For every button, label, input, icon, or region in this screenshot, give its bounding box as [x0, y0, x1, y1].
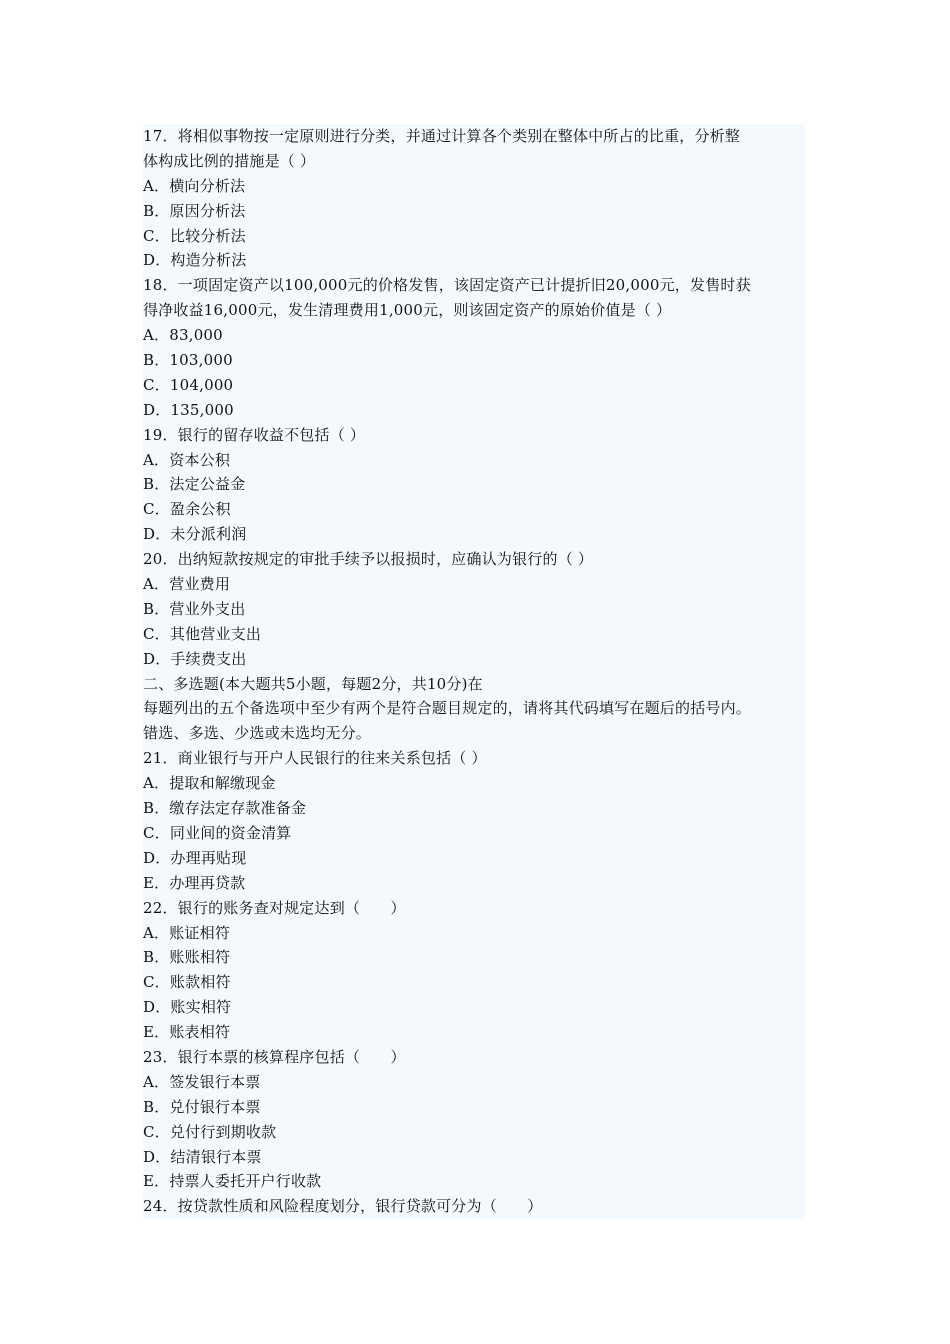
- question-21-option-e: E．办理再贷款: [143, 873, 246, 892]
- question-17-option-a: A．横向分析法: [143, 176, 246, 195]
- question-19-option-c: C．盈余公积: [143, 500, 231, 519]
- question-17-line-2: 体构成比例的措施是（ ）: [143, 151, 316, 170]
- question-23-option-b: B．兑付银行本票: [143, 1097, 261, 1116]
- question-23-stem: 23．银行本票的核算程序包括（ ）: [143, 1047, 406, 1066]
- question-18-line-2: 得净收益16,000元，发生清理费用1,000元，则该固定资产的原始价值是（ ）: [143, 301, 672, 320]
- question-19-option-b: B．法定公益金: [143, 475, 246, 494]
- question-22-option-c: C．账款相符: [143, 973, 231, 992]
- question-18-option-b: B．103,000: [143, 351, 233, 370]
- question-21-option-b: B．缴存法定存款准备金: [143, 799, 307, 818]
- question-17-line-1: 17．将相似事物按一定原则进行分类，并通过计算各个类别在整体中所占的比重，分析整: [143, 127, 741, 145]
- question-21-option-d: D．办理再贴现: [143, 848, 247, 867]
- section-instructions-line-1: 每题列出的五个备选项中至少有两个是符合题目规定的，请将其代码填写在题后的括号内。: [143, 699, 752, 718]
- question-23-option-a: A．签发银行本票: [143, 1072, 261, 1091]
- question-20-option-a: A．营业费用: [143, 575, 231, 594]
- question-22-option-d: D．账实相符: [143, 998, 232, 1017]
- section-heading-multiple-choice: 二、多选题(本大题共5小题，每题2分，共10分)在: [143, 674, 483, 693]
- question-17-option-d: D．构造分析法: [143, 251, 247, 270]
- question-20-option-b: B．营业外支出: [143, 599, 246, 618]
- question-21-option-a: A．提取和解缴现金: [143, 774, 276, 793]
- question-19-option-a: A．资本公积: [143, 450, 231, 469]
- question-18-option-d: D．135,000: [143, 400, 234, 419]
- question-22-option-a: A．账证相符: [143, 923, 231, 942]
- question-24-stem: 24．按贷款性质和风险程度划分，银行贷款可分为（ ）: [143, 1197, 543, 1216]
- question-23-option-d: D．结清银行本票: [143, 1147, 262, 1166]
- question-21-option-c: C．同业间的资金清算: [143, 823, 292, 842]
- question-18-option-a: A．83,000: [143, 326, 223, 345]
- question-17-option-c: C．比较分析法: [143, 226, 246, 245]
- question-22-option-b: B．账账相符: [143, 948, 231, 967]
- question-22-option-e: E．账表相符: [143, 1023, 231, 1042]
- question-23-option-e: E．持票人委托开户行收款: [143, 1172, 322, 1191]
- question-17-option-b: B．原因分析法: [143, 201, 246, 220]
- question-21-stem: 21．商业银行与开户人民银行的往来关系包括（ ）: [143, 749, 487, 768]
- question-20-stem: 20．出纳短款按规定的审批手续予以报损时，应确认为银行的（ ）: [143, 550, 594, 569]
- question-19-option-d: D．未分派利润: [143, 525, 247, 544]
- question-22-stem: 22．银行的账务查对规定达到（ ）: [143, 898, 406, 917]
- question-23-option-c: C．兑付行到期收款: [143, 1122, 277, 1141]
- question-20-option-c: C．其他营业支出: [143, 624, 262, 643]
- question-19-stem: 19．银行的留存收益不包括（ ）: [143, 425, 366, 444]
- section-instructions-line-2: 错选、多选、少选或未选均无分。: [143, 724, 372, 743]
- document-body: [143, 124, 805, 1219]
- question-20-option-d: D．手续费支出: [143, 649, 247, 668]
- question-18-line-1: 18．一项固定资产以100,000元的价格发售，该固定资产已计提折旧20,000元，发售时获: [143, 276, 751, 295]
- question-18-option-c: C．104,000: [143, 375, 234, 394]
